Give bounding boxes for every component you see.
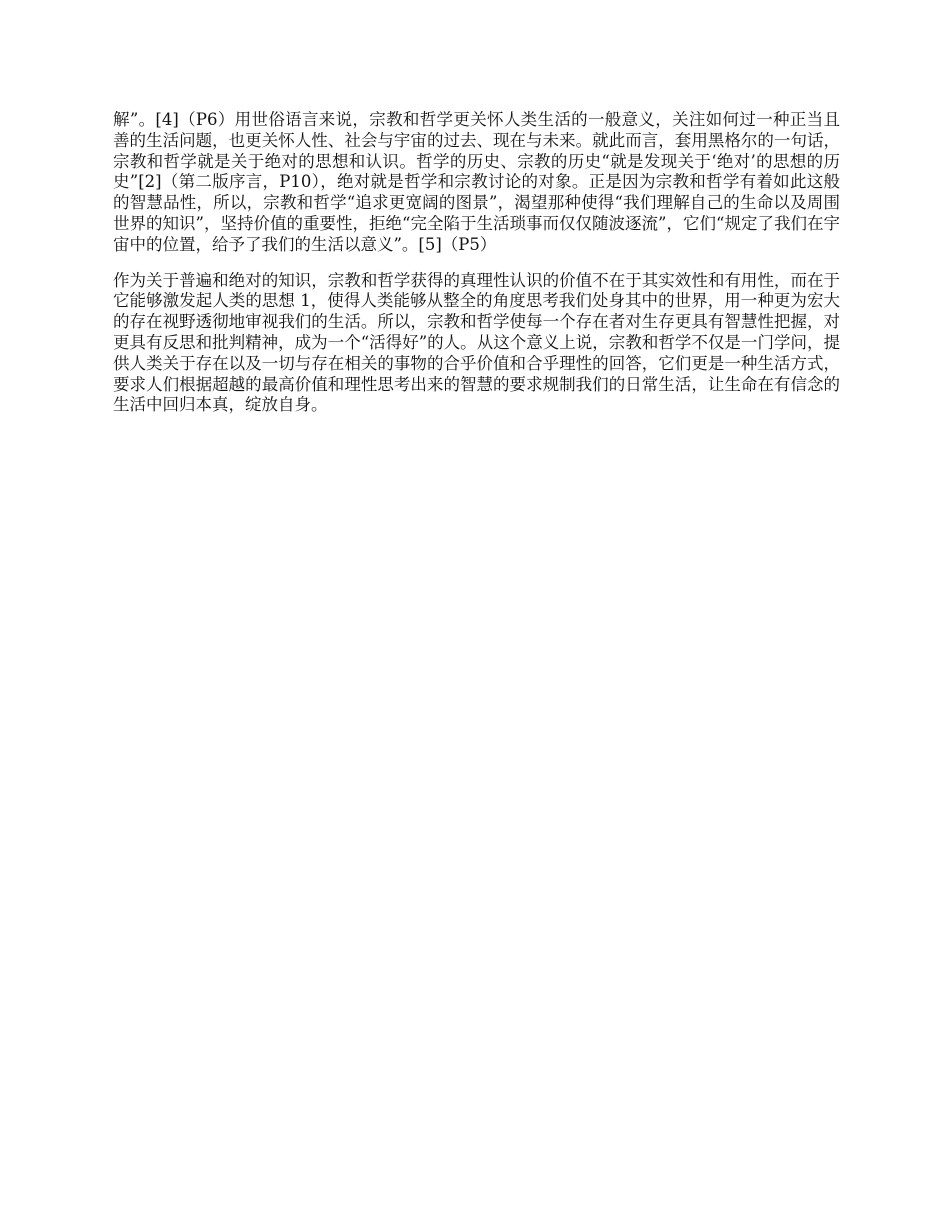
paragraph-2: 作为关于普遍和绝对的知识，宗教和哲学获得的真理性认识的价值不在于其实效性和有用性，而在于它能够激发起人类的思想 1，使得人类能够从整全的角度思考我们处身其中的世界，用一种更为宏大的存在视野透彻地审视我们的生活。所以，宗教和哲学使每一个存在者对生存更具有智慧性把握，对更具有反思和批判精神，成为一个“活得好”的人。从这个意义上说，宗教和哲学不仅是一门学问，提供人类关于存在以及一切与存在相关的事物的合乎价值和合乎理性的回答，它们更是一种生活方式，要求人们根据超越的最高价值和理性思考出来的智慧的要求规制我们的日常生活，让生命在有信念的生活中回归本真，绽放自身。 — [113, 270, 840, 415]
document-body — [113, 110, 840, 416]
paragraph-1: 解”。[4]（P6）用世俗语言来说，宗教和哲学更关怀人类生活的一般意义，关注如何过一种正当且善的生活问题，也更关怀人性、社会与宇宙的过去、现在与未来。就此而言，套用黑格尔的一句话，宗教和哲学就是关于绝对的思想和认识。哲学的历史、宗教的历史“就是发现关于‘绝对’的思想的历史”[2]（第二版序言，P10），绝对就是哲学和宗教讨论的对象。正是因为宗教和哲学有着如此这般的智慧品性，所以，宗教和哲学“追求更宽阔的图景”，渴望那种使得“我们理解自己的生命以及周围世界的知识”，坚持价值的重要性，拒绝“完全陷于生活琐事而仅仅随波逐流”，它们“规定了我们在宇宙中的位置，给予了我们的生活以意义”。[5]（P5） — [113, 110, 840, 254]
